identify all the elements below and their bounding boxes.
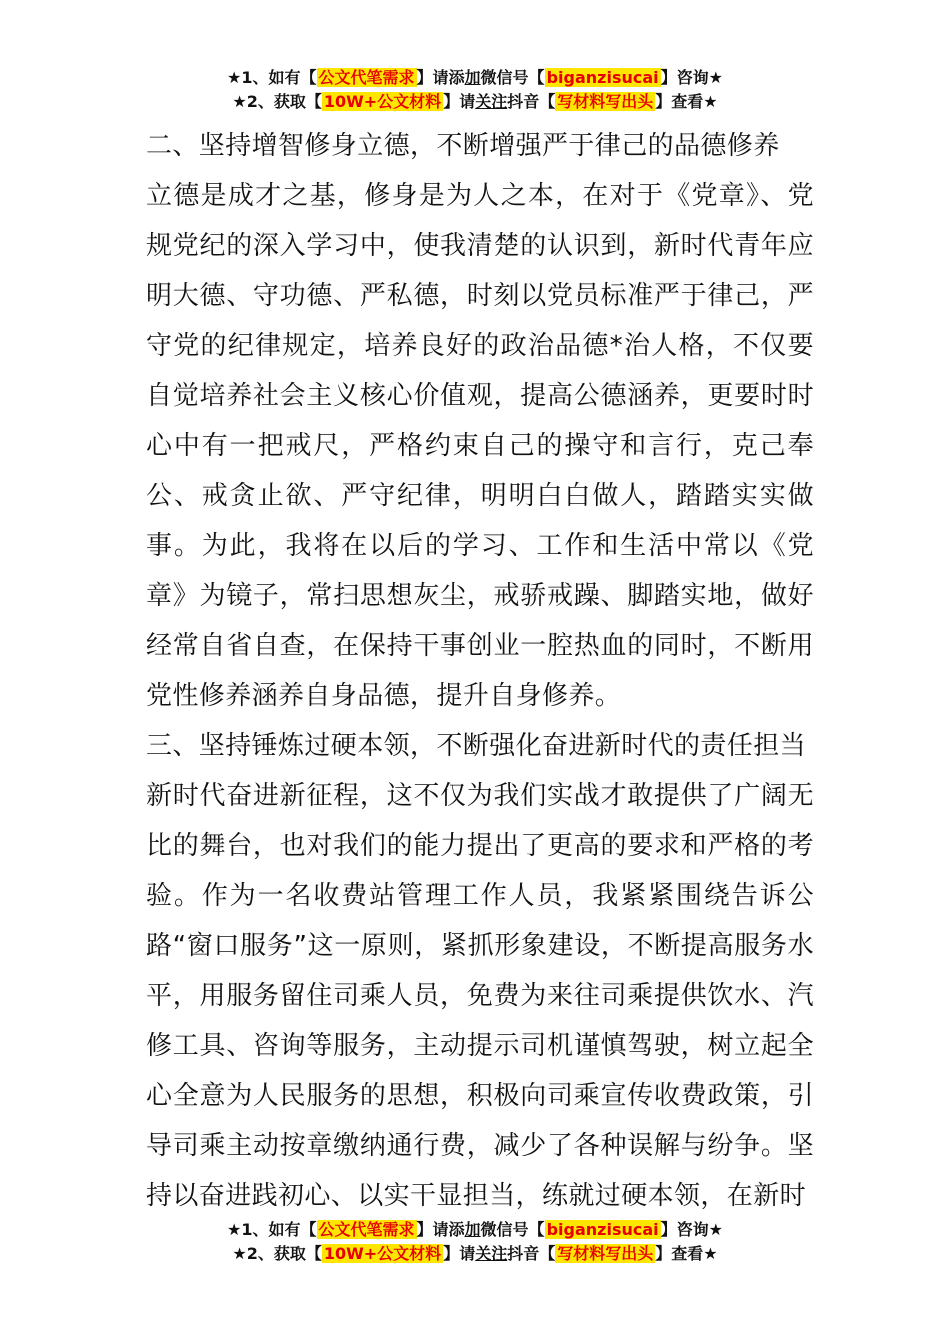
highlight-materials: 10W+公文材料	[323, 1244, 442, 1263]
section-heading-3: 三、坚持锤炼过硬本领，不断强化奋进新时代的责任担当	[146, 731, 807, 761]
promo-line-1: ★1、如有【 公文代笔需求 】请添加微信号【 biganzisucai 】咨询★	[227, 68, 723, 87]
highlight-wechat-id: biganzisucai	[546, 68, 659, 87]
highlight-service: 公文代笔需求	[318, 68, 415, 87]
section-paragraph-3: 新时代奋进新征程，这不仅为我们实战才敢提供了广阔无比的舞台，也对我们的能力提出了更高的要求和严格的考验。作为一名收费站管理工作人员，我紧紧围绕告诉公路“窗口服务”这一原则，紧抓形象建设，不断提高服务水平，用服务留住司乘人员，免费为来往司乘提供饮水、汽修工具、咨询等服务，主动提示司机谨慎驾驶，树立起全心全意为人民服务的思想，积极向司乘宣传收费政策，引导司乘主动按章缴纳通行费，减少了各种误解与纷争。坚持以奋进践初心、以实干显担当，练就过硬本领，在新时	[146, 781, 814, 1211]
highlight-douyin-account: 写材料写出头	[557, 92, 654, 111]
promo-line-2: ★2、获取【 10W+公文材料 】请关注抖音【 写材料写出头 】查看★	[232, 92, 718, 111]
promo-line-1: ★1、如有【 公文代笔需求 】请添加微信号【 biganzisucai 】咨询★	[227, 1220, 723, 1239]
promo-banner-top	[0, 66, 950, 114]
highlight-service: 公文代笔需求	[318, 1220, 415, 1239]
promo-line-2: ★2、获取【 10W+公文材料 】请关注抖音【 写材料写出头 】查看★	[232, 1244, 718, 1263]
highlight-materials: 10W+公文材料	[323, 92, 442, 111]
highlight-wechat-id: biganzisucai	[546, 1220, 659, 1239]
section-heading-2: 二、坚持增智修身立德，不断增强严于律己的品德修养	[146, 131, 780, 161]
document-body	[146, 121, 814, 1221]
section-paragraph-2: 立德是成才之基，修身是为人之本，在对于《党章》、党规党纪的深入学习中，使我清楚的认识到，新时代青年应明大德、守功德、严私德，时刻以党员标准严于律己，严守党的纪律规定，培养良好的政治品德*治人格，不仅要自觉培养社会主义核心价值观，提高公德涵养，更要时时心中有一把戒尺，严格约束自己的操守和言行，克己奉公、戒贪止欲、严守纪律，明明白白做人，踏踏实实做事。为此，我将在以后的学习、工作和生活中常以《党章》为镜子，常扫思想灰尘，戒骄戒躁、脚踏实地，做好经常自省自查，在保持干事创业一腔热血的同时，不断用党性修养涵养自身品德，提升自身修养。	[146, 181, 814, 711]
highlight-douyin-account: 写材料写出头	[557, 1244, 654, 1263]
promo-banner-bottom	[0, 1218, 950, 1266]
